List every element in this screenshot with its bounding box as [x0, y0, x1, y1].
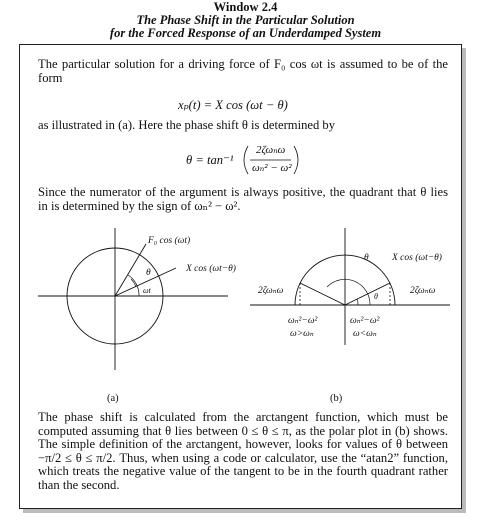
fig-b-left-numerator: 2ζωₙω	[258, 286, 284, 296]
fig-a-response-label: X cos (ωt−θ)	[186, 264, 236, 274]
equation-theta-denominator: ωₙ² − ω²	[252, 162, 292, 174]
fig-a-force-label: F₀ cos (ωt)	[148, 236, 191, 246]
equation-particular: xₚ(t) = X cos (ωt − θ)	[178, 98, 288, 112]
fig-b-theta2-label: θ	[374, 292, 378, 301]
fig-b-left-denominator: ωₙ²−ω²	[288, 316, 318, 326]
fig-b-theta-label: θ	[364, 253, 369, 263]
left-paren	[244, 146, 248, 174]
paragraph-intro: The particular solution for a driving force of F₀ cos ωt is assumed to be of the form	[38, 57, 448, 85]
fig-a-theta-label: θ	[146, 268, 151, 278]
fig-b-left-condition: ω>ωₙ	[290, 329, 314, 339]
fig-b-theta-arc-large	[327, 279, 370, 305]
fig-a-force-vector	[115, 244, 146, 296]
right-paren	[294, 146, 298, 174]
fig-a-theta-arc	[131, 279, 136, 287]
fig-b-left-vector	[300, 283, 345, 305]
fig-b-response-label: X cos (ωt−θ)	[392, 253, 442, 263]
title-line-2: for the Forced Response of an Underdamped System	[109, 26, 382, 40]
paragraph-quadrant: Since the numerator of the argument is always positive, the quadrant that θ lies in is determined by the sign of ωₙ² − ω².	[38, 185, 448, 213]
fig-a-wt-label: ωt	[143, 286, 151, 295]
equation-theta-numerator: 2ζωₙω	[256, 144, 286, 156]
fig-a-response-vector	[115, 268, 176, 296]
fig-b-right-numerator: 2ζωₙω	[410, 286, 436, 296]
equation-theta-lhs: θ = tan⁻¹	[186, 153, 234, 167]
title-line-1: The Phase Shift in the Particular Solution	[136, 13, 355, 27]
fig-b-right-condition: ω<ωₙ	[353, 329, 377, 339]
paragraph-arctangent: The phase shift is calculated from the arctangent function, which must be computed assuming that θ lies between 0 ≤ θ ≤ π, as the polar plot in (b) shows. The simple definition of the arctangent, however, looks for values of θ between −π/2 ≤ θ ≤ π/2. Thus, when using a code or calculator, use the “atan2” function, which treats the negative value of the tangent to be in the fourth quadrant rather than the second.	[38, 410, 448, 492]
fig-b-caption: (b)	[330, 393, 343, 404]
paragraph-phase: as illustrated in (a). Here the phase shift θ is determined by	[38, 118, 335, 132]
window-label: Window 2.4	[213, 0, 278, 14]
fig-a-wt-arc	[128, 275, 139, 296]
fig-b-right-denominator: ωₙ²−ω²	[350, 316, 380, 326]
fig-a-caption: (a)	[107, 393, 119, 404]
fig-b-theta-arc	[357, 299, 358, 305]
